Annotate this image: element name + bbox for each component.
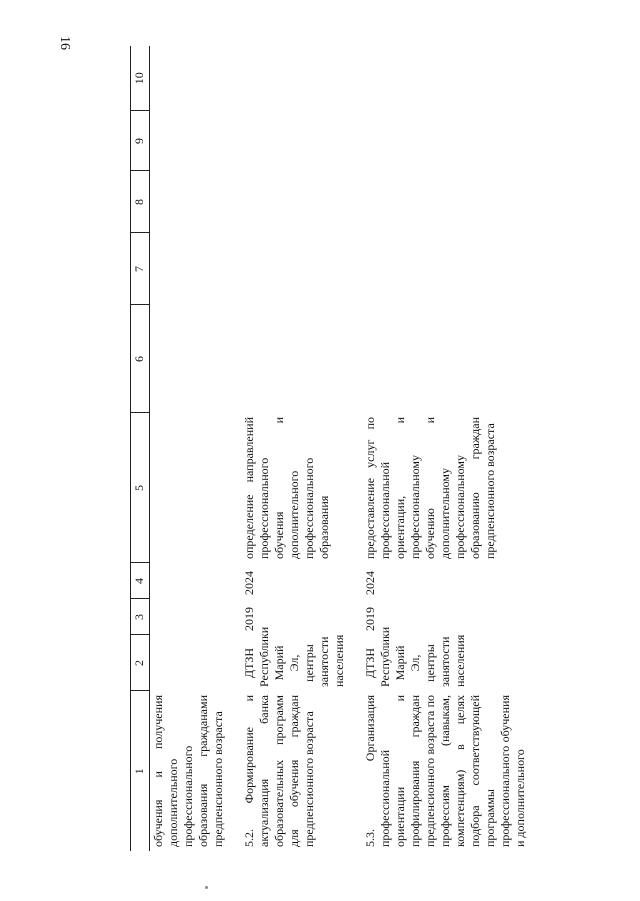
- col-header-9: 9: [131, 111, 150, 171]
- plan-table: [130, 46, 529, 851]
- row3-activity: 5.3. Организация профессиональной ориентации и профилирования граждан предпенсионного возраста по профессиям (навыкам, компетенциям) в целях подбора соответствующей программы профессионального обучения и дополнительного: [363, 695, 527, 847]
- header-row: [131, 46, 150, 851]
- row3-end: 2024: [363, 571, 377, 595]
- row1-activity: обучения и получения дополнительного профессионального образования гражданами предпенсионного возраста: [151, 695, 225, 847]
- row2-end: 2024: [242, 571, 256, 595]
- table-row: [150, 46, 228, 851]
- col-header-4: 4: [131, 563, 150, 599]
- col-header-5: 5: [131, 413, 150, 563]
- col-header-1: 1: [131, 691, 150, 851]
- row2-result: определение направлений профессионального обучения и дополнительного профессионального образования: [242, 417, 331, 559]
- row2-start: 2019: [242, 607, 256, 631]
- row1-result: [150, 413, 228, 563]
- col-header-2: 2: [131, 635, 150, 691]
- rotated-table-area: [130, 46, 630, 851]
- col-header-3: 3: [131, 599, 150, 635]
- row1-end: [150, 563, 228, 599]
- page-number: 16: [57, 36, 72, 50]
- col-header-7: 7: [131, 233, 150, 305]
- col-header-8: 8: [131, 171, 150, 233]
- table-row: [362, 46, 529, 851]
- col-header-6: 6: [131, 305, 150, 413]
- row3-executor: ДТЗН Республики Марий Эл, центры занятости населения: [363, 626, 467, 687]
- row1-start: [150, 599, 228, 635]
- row2-executor: ДТЗН Республики Марий Эл, центры занятости населения: [242, 626, 346, 687]
- scan-speck: [205, 886, 208, 889]
- row3-result: предоставление услуг по профессиональной ориентации, и профессиональному обучению и дополнительному профессиональному образованию граждан предпенсионного возраста: [363, 417, 497, 559]
- row1-executor: [150, 635, 228, 691]
- row3-start: 2019: [363, 607, 377, 631]
- table-row: [241, 46, 348, 851]
- row2-activity: 5.2. Формирование и актуализация банка образовательных программ для обучения граждан предпенсионного возраста: [242, 695, 316, 847]
- col-header-10: 10: [131, 46, 150, 111]
